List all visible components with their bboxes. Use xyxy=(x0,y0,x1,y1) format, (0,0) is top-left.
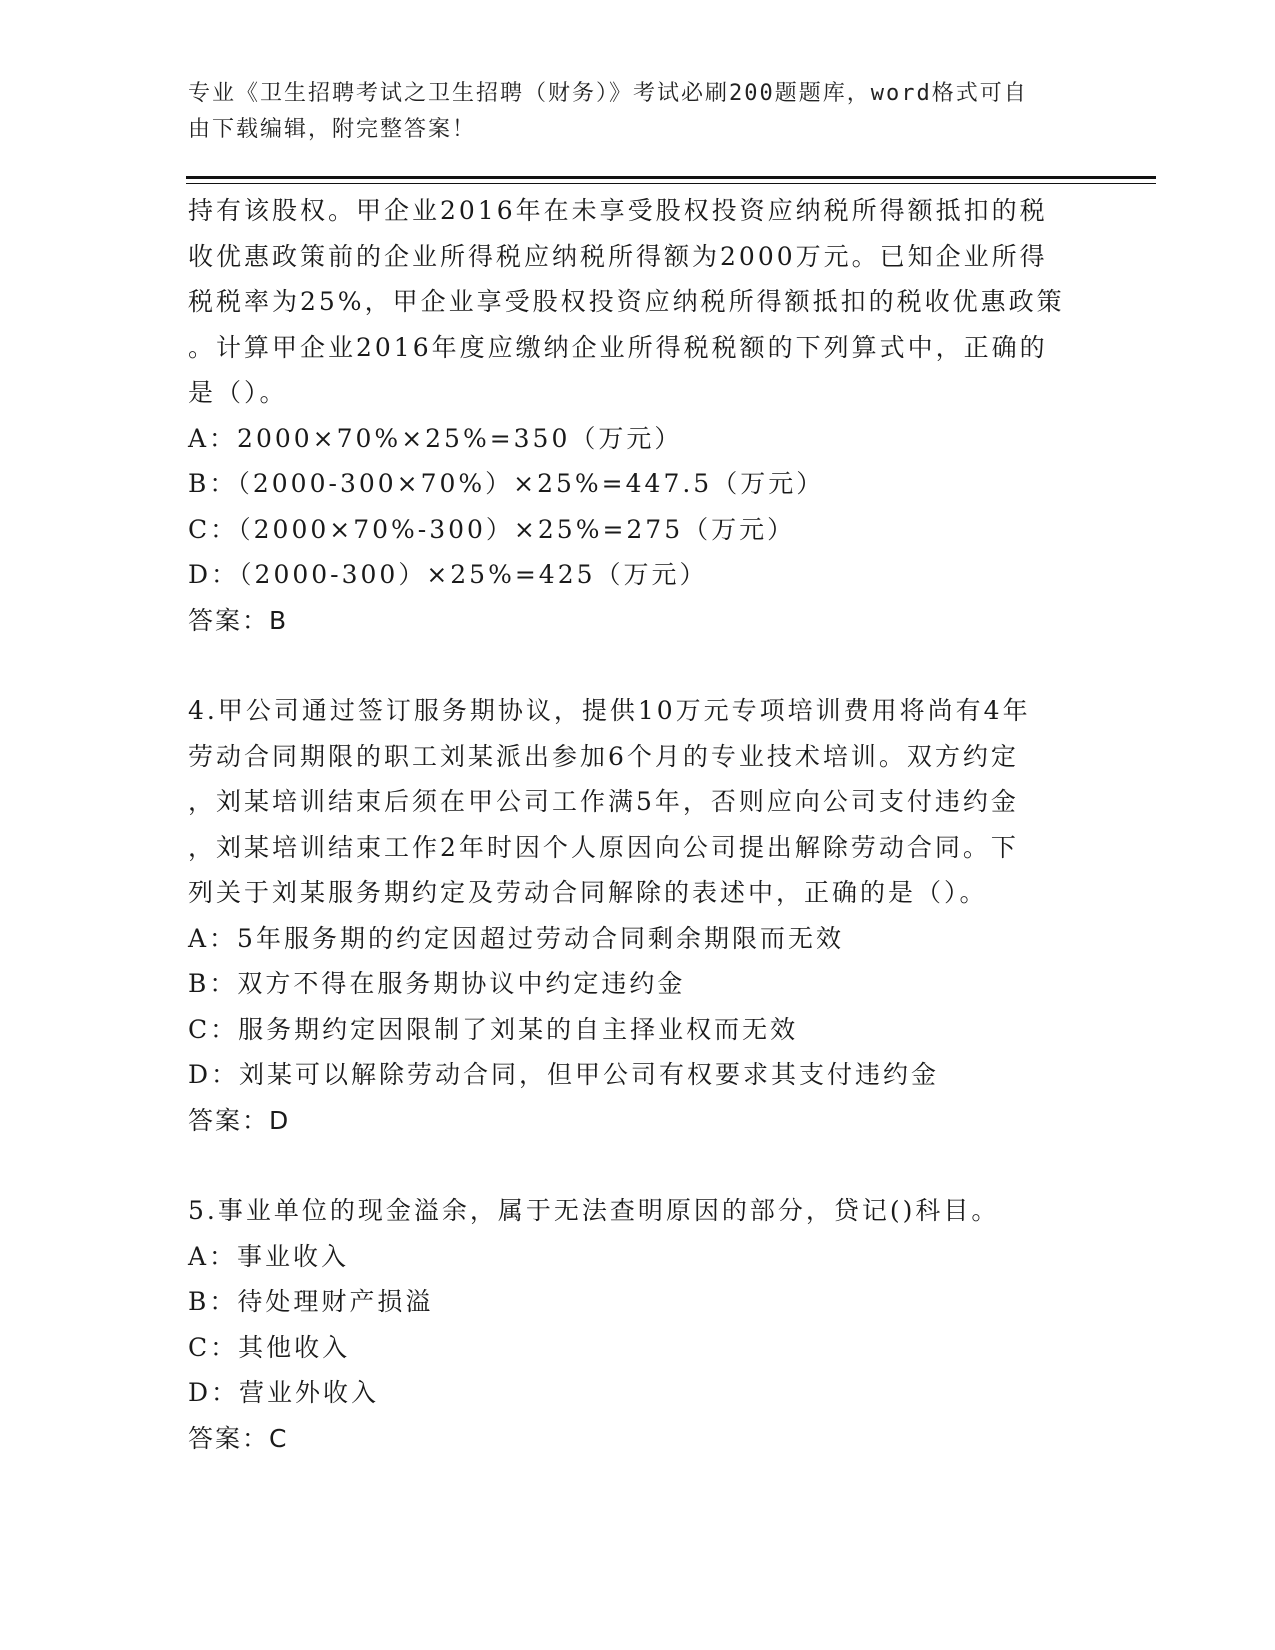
option-b: B：待处理财产损溢 xyxy=(188,1287,434,1316)
spacer xyxy=(188,643,1088,688)
question-stem-line: 4.甲公司通过签订服务期协议，提供10万元专项培训费用将尚有4年 xyxy=(188,696,1031,725)
question-stem-line: 5.事业单位的现金溢余，属于无法查明原因的部分，贷记()科目。 xyxy=(188,1196,1000,1225)
header-line-2: 由下载编辑，附完整答案！ xyxy=(188,117,477,142)
document-header xyxy=(188,76,1078,148)
option-c: C：服务期约定因限制了刘某的自主择业权而无效 xyxy=(188,1014,799,1044)
option-d: D：（2000-300）×25%=425（万元） xyxy=(188,560,708,589)
header-line-1: 专业《卫生招聘考试之卫生招聘（财务）》考试必刷200题题库，word格式可自 xyxy=(188,81,1028,106)
document-body xyxy=(188,188,1088,1461)
question-stem-line: 是（）。 xyxy=(188,378,288,407)
option-b: B：（2000-300×70%）×25%=447.5（万元） xyxy=(188,469,825,498)
header-rule-thick xyxy=(186,176,1156,179)
option-a: A：2000×70%×25%=350（万元） xyxy=(188,423,683,453)
option-d: D：刘某可以解除劳动合同，但甲公司有权要求其支付违约金 xyxy=(188,1060,940,1089)
option-d: D：营业外收入 xyxy=(188,1378,380,1407)
question-stem-line: ，刘某培训结束工作2年时因个人原因向公司提出解除劳动合同。下 xyxy=(188,832,1019,862)
answer-line: 答案：B xyxy=(188,605,289,635)
question-stem-line: ，刘某培训结束后须在甲公司工作满5年，否则应向公司支付违约金 xyxy=(188,787,1019,816)
question-4 xyxy=(188,688,1088,1143)
answer-line: 答案：D xyxy=(188,1105,291,1135)
option-a: A：事业收入 xyxy=(188,1241,350,1271)
question-stem-line: 税税率为25%，甲企业享受股权投资应纳税所得额抵扣的税收优惠政策 xyxy=(188,287,1065,316)
option-c: C：（2000×70%-300）×25%=275（万元） xyxy=(188,514,796,544)
answer-line: 答案：C xyxy=(188,1423,289,1453)
question-5 xyxy=(188,1188,1088,1461)
question-stem-line: 劳动合同期限的职工刘某派出参加6个月的专业技术培训。双方约定 xyxy=(188,741,1019,771)
question-stem-line: 持有该股权。甲企业2016年在未享受股权投资应纳税所得额抵扣的税 xyxy=(188,196,1048,225)
question-stem-line: 。计算甲企业2016年度应缴纳企业所得税税额的下列算式中，正确的 xyxy=(188,332,1048,362)
option-b: B：双方不得在服务期协议中约定违约金 xyxy=(188,969,686,998)
question-stem-line: 收优惠政策前的企业所得税应纳税所得额为2000万元。已知企业所得 xyxy=(188,241,1048,271)
option-a: A：5年服务期的约定因超过劳动合同剩余期限而无效 xyxy=(188,923,844,953)
option-c: C：其他收入 xyxy=(188,1332,351,1362)
question-stem-line: 列关于刘某服务期约定及劳动合同解除的表述中，正确的是（）。 xyxy=(188,878,988,907)
spacer xyxy=(188,1143,1088,1188)
question-3 xyxy=(188,188,1088,643)
header-rule-thin xyxy=(186,183,1156,184)
